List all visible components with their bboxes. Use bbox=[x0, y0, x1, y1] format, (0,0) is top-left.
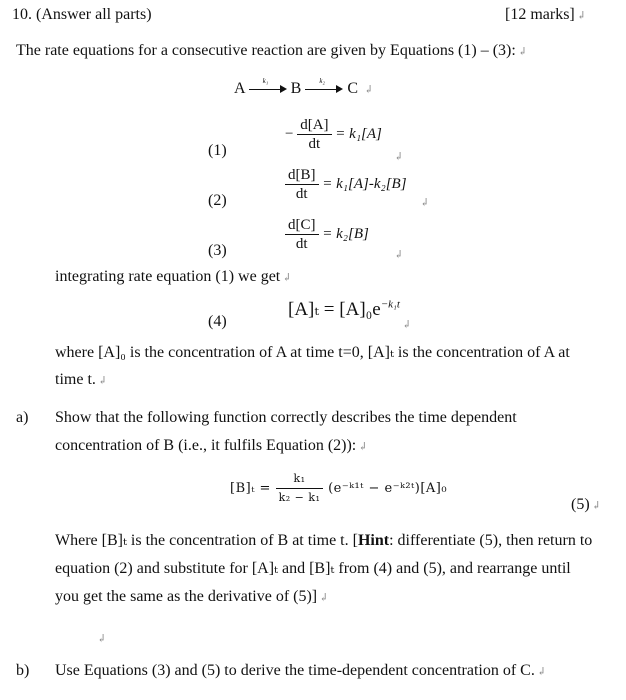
question-title: 10. (Answer all parts) bbox=[12, 6, 152, 23]
equation-4: $[A]_t = [A]_0e^{-k_1t}$ bbox=[288, 298, 400, 320]
return-mark: ↲ bbox=[97, 375, 108, 387]
arrow-k2: k₂ bbox=[305, 83, 343, 95]
eq1-fraction: $\frac{d[A]}{dt}$ bbox=[297, 116, 331, 153]
return-mark: ↲ bbox=[576, 10, 586, 22]
part-b-text: Use Equations (3) and (5) to derive the time-dependent concentration of C. ↲ bbox=[55, 662, 547, 679]
part-a-label: a) bbox=[16, 409, 29, 426]
arrow-k1: k₁ bbox=[249, 83, 287, 95]
marks-label: [12 marks] ↲ bbox=[505, 6, 586, 23]
eq5-label: (5) ↲ bbox=[571, 496, 601, 513]
eq5-fraction: $\frac{\text{k₁}}{\text{k₂ − k₁}}$ bbox=[276, 470, 324, 507]
integrating-text: integrating rate equation (1) we get ↲ bbox=[55, 268, 292, 285]
eq1-label: (1) bbox=[208, 142, 227, 159]
equation-2: $\frac{d[B]}{dt}$ = k₁[A]-k₂[B] bbox=[285, 166, 407, 203]
intro-text: The rate equations for a consecutive reaction are given by Equations (1) – (3): ↲ bbox=[16, 42, 528, 59]
return-mark: ↲ bbox=[402, 319, 412, 331]
part-a-line-1: Show that the following function correctly describes the time dependent bbox=[55, 409, 517, 426]
eq3-fraction: $\frac{d[C]}{dt}$ bbox=[285, 216, 319, 253]
equation-5: [B]ₜ = $\frac{\text{k₁}}{\text{k₂ − k₁}}$ (e⁻ᵏ¹ᵗ − e⁻ᵏ²ᵗ)[A]₀ bbox=[230, 470, 447, 507]
species-b: B bbox=[290, 80, 302, 97]
species-a: A bbox=[234, 80, 245, 97]
return-mark: ↲ bbox=[97, 633, 107, 645]
equation-3: $\frac{d[C]}{dt}$ = k₂[B] bbox=[285, 216, 369, 253]
return-mark: ↲ bbox=[591, 500, 601, 512]
where-line-2: time t. ↲ bbox=[55, 371, 108, 388]
return-mark: ↲ bbox=[517, 46, 528, 58]
hint-line-1: Where [B]ₜ is the concentration of B at time t. [Hint: differentiate (5), then return to bbox=[55, 532, 593, 549]
return-mark: ↲ bbox=[394, 151, 404, 163]
return-mark: ↲ bbox=[364, 84, 374, 96]
hint-line-2: equation (2) and substitute for [A]ₜ and [B]ₜ from (4) and (5), and rearrange until bbox=[55, 560, 571, 577]
return-mark: ↲ bbox=[394, 249, 404, 261]
species-c: C bbox=[347, 80, 359, 97]
return-mark: ↲ bbox=[282, 272, 292, 284]
where-line-1: where [A]₀ is the concentration of A at time t=0, [A]ₜ is the concentration of A at bbox=[55, 344, 570, 361]
return-mark: ↲ bbox=[358, 441, 368, 453]
eq2-label: (2) bbox=[208, 192, 227, 209]
hint-line-3: you get the same as the derivative of (5)] ↲ bbox=[55, 588, 329, 605]
return-mark: ↲ bbox=[420, 197, 430, 209]
eq4-label: (4) bbox=[208, 313, 227, 330]
hint-word: Hint bbox=[357, 532, 390, 549]
equation-1: − $\frac{d[A]}{dt}$ = k₁[A] bbox=[285, 117, 382, 152]
reaction-scheme bbox=[234, 77, 374, 98]
eq3-label: (3) bbox=[208, 242, 227, 259]
return-mark: ↲ bbox=[536, 666, 547, 678]
part-a-line-2: concentration of B (i.e., it fulfils Equation (2)): ↲ bbox=[55, 437, 368, 454]
return-mark: ↲ bbox=[319, 592, 329, 604]
part-b-label: b) bbox=[16, 662, 30, 679]
eq2-fraction: $\frac{d[B]}{dt}$ bbox=[285, 166, 319, 203]
